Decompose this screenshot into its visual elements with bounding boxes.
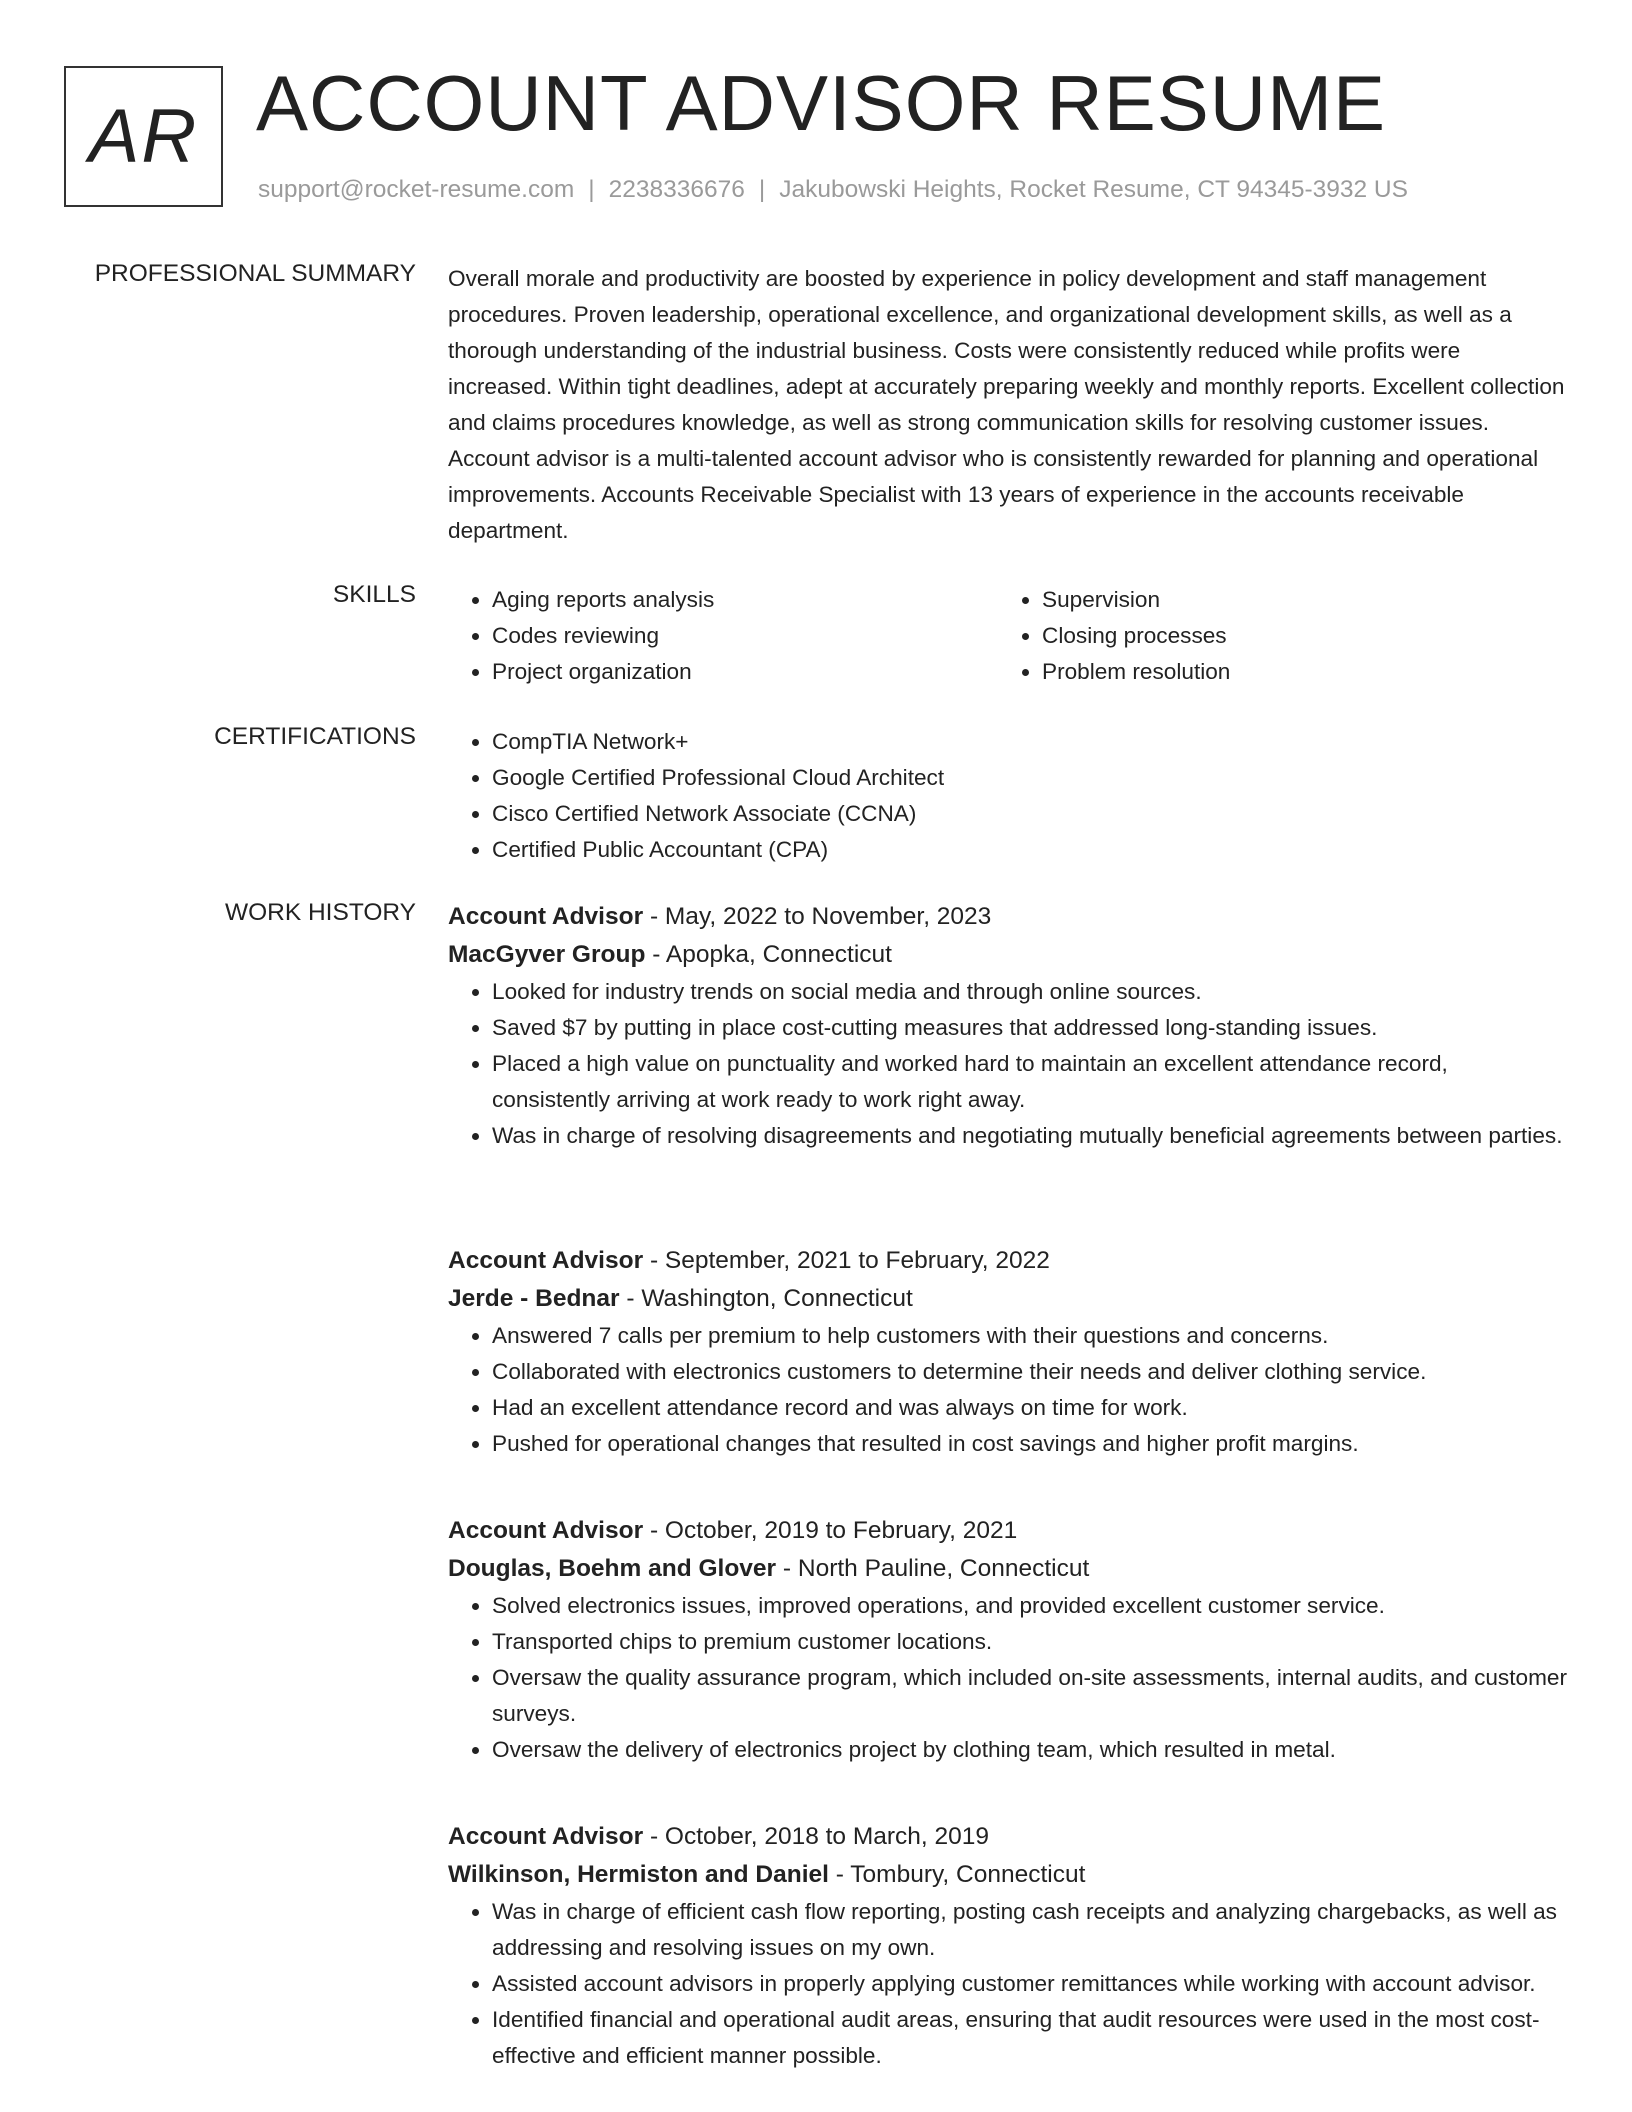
job-company-line (448, 1856, 1570, 1894)
job-title-line (448, 1512, 1570, 1550)
job-location: - Apopka, Connecticut (652, 941, 892, 968)
job-bullet: • Saved $7 by putting in place cost-cutting measures that addressed long-standing issues. (492, 1010, 1570, 1046)
contact-email[interactable]: support@rocket-resume.com (258, 176, 575, 203)
job-company-line (448, 1280, 1570, 1318)
summary-text: Overall morale and productivity are boosted by experience in policy development and staff management procedures. Proven leadership, operational excellence, and organizational development skills, as well as a thorough understanding of the industrial business. Costs were consistently reduced while profits were increased. Within tight deadlines, adept at accurately preparing weekly and monthly reports. Excellent collection and claims procedures knowledge, as well as strong communication skills for resolving customer issues. Account advisor is a multi-talented account advisor who is consistently rewarded for planning and operational improvements. Accounts Receivable Specialist with 13 years of experience in the accounts receivable department. (448, 266, 1565, 543)
job-entry (448, 1512, 1570, 1768)
job-company: MacGyver Group (448, 941, 646, 968)
job-title: Account Advisor (448, 903, 644, 930)
job-company-line (448, 1550, 1570, 1588)
contact-address: Jakubowski Heights, Rocket Resume, CT 94345-3932 US (779, 176, 1408, 203)
certifications-list (448, 724, 1570, 868)
skill-item: • Problem resolution (1042, 654, 1548, 690)
skills-column-2 (998, 582, 1548, 690)
job-company-line (448, 936, 1570, 974)
job-title-line (448, 898, 1570, 936)
job-title: Account Advisor (448, 1823, 644, 1850)
job-title: Account Advisor (448, 1517, 644, 1544)
job-location: - Tombury, Connecticut (835, 1861, 1086, 1888)
job-company: Douglas, Boehm and Glover (448, 1555, 777, 1582)
skills-grid (448, 582, 1570, 690)
contact-phone[interactable]: 2238336676 (608, 176, 745, 203)
job-bullet: • Had an excellent attendance record and was always on time for work. (492, 1390, 1570, 1426)
job-title-line (448, 1818, 1570, 1856)
job-dates: - May, 2022 to November, 2023 (649, 903, 992, 930)
job-bullet: • Answered 7 calls per premium to help customers with their questions and concerns. (492, 1318, 1570, 1354)
section-label-summary: PROFESSIONAL SUMMARY (94, 260, 416, 287)
certification-item: • Certified Public Accountant (CPA) (492, 832, 1570, 868)
job-dates: - October, 2018 to March, 2019 (649, 1823, 990, 1850)
job-title-line (448, 1242, 1570, 1280)
job-title: Account Advisor (448, 1247, 644, 1274)
skill-item: • Project organization (492, 654, 998, 690)
contact-separator: | (758, 176, 766, 203)
job-bullet: • Oversaw the delivery of electronics project by clothing team, which resulted in metal. (492, 1732, 1570, 1768)
job-dates: - October, 2019 to February, 2021 (649, 1517, 1018, 1544)
section-label-skills: SKILLS (332, 581, 416, 608)
monogram-logo (64, 66, 223, 207)
job-dates: - September, 2021 to February, 2022 (649, 1247, 1050, 1274)
job-location: - North Pauline, Connecticut (782, 1555, 1090, 1582)
contact-line (258, 175, 1408, 205)
job-entry (448, 1818, 1570, 2074)
job-bullet: • Transported chips to premium customer locations. (492, 1624, 1570, 1660)
job-company: Wilkinson, Hermiston and Daniel (448, 1861, 829, 1888)
job-bullet: • Collaborated with electronics customers to determine their needs and deliver clothing service. (492, 1354, 1570, 1390)
job-company: Jerde - Bednar (448, 1285, 620, 1312)
job-bullet: • Identified financial and operational audit areas, ensuring that audit resources were used in the most cost-effective and efficient manner possible. (492, 2002, 1570, 2074)
job-bullets (448, 974, 1570, 1154)
skill-item: • Closing processes (1042, 618, 1548, 654)
job-bullet: • Assisted account advisors in properly applying customer remittances while working with account advisor. (492, 1966, 1570, 2002)
job-bullet: • Was in charge of resolving disagreements and negotiating mutually beneficial agreements between parties. (492, 1118, 1570, 1154)
skills-column-1 (448, 582, 998, 690)
contact-separator: | (588, 176, 595, 203)
certification-item: • CompTIA Network+ (492, 724, 1570, 760)
job-entry (448, 1242, 1570, 1462)
job-bullet: • Placed a high value on punctuality and worked hard to maintain an excellent attendance record, consistently arriving at work ready to work right away. (492, 1046, 1570, 1118)
initials: AR (88, 94, 199, 179)
job-bullet: • Looked for industry trends on social media and through online sources. (492, 974, 1570, 1010)
section-label-work-history: WORK HISTORY (224, 899, 416, 926)
certification-item: • Google Certified Professional Cloud Architect (492, 760, 1570, 796)
job-bullet: • Was in charge of efficient cash flow reporting, posting cash receipts and analyzing chargebacks, as well as addressing and resolving issues on my own. (492, 1894, 1570, 1966)
certification-item: • Cisco Certified Network Associate (CCNA) (492, 796, 1570, 832)
job-location: - Washington, Connecticut (626, 1285, 913, 1312)
job-bullet: • Pushed for operational changes that resulted in cost savings and higher profit margins. (492, 1426, 1570, 1462)
resume-title: ACCOUNT ADVISOR RESUME (256, 59, 1387, 147)
job-bullets (448, 1894, 1570, 2074)
skill-item: • Codes reviewing (492, 618, 998, 654)
job-bullets (448, 1588, 1570, 1768)
skill-item: • Supervision (1042, 582, 1548, 618)
job-bullet: • Solved electronics issues, improved operations, and provided excellent customer service. (492, 1588, 1570, 1624)
job-bullets (448, 1318, 1570, 1462)
section-label-certifications: CERTIFICATIONS (214, 723, 416, 750)
job-bullet: • Oversaw the quality assurance program, which included on-site assessments, internal audits, and customer surveys. (492, 1660, 1570, 1732)
skill-item: • Aging reports analysis (492, 582, 998, 618)
job-entry (448, 898, 1570, 1154)
